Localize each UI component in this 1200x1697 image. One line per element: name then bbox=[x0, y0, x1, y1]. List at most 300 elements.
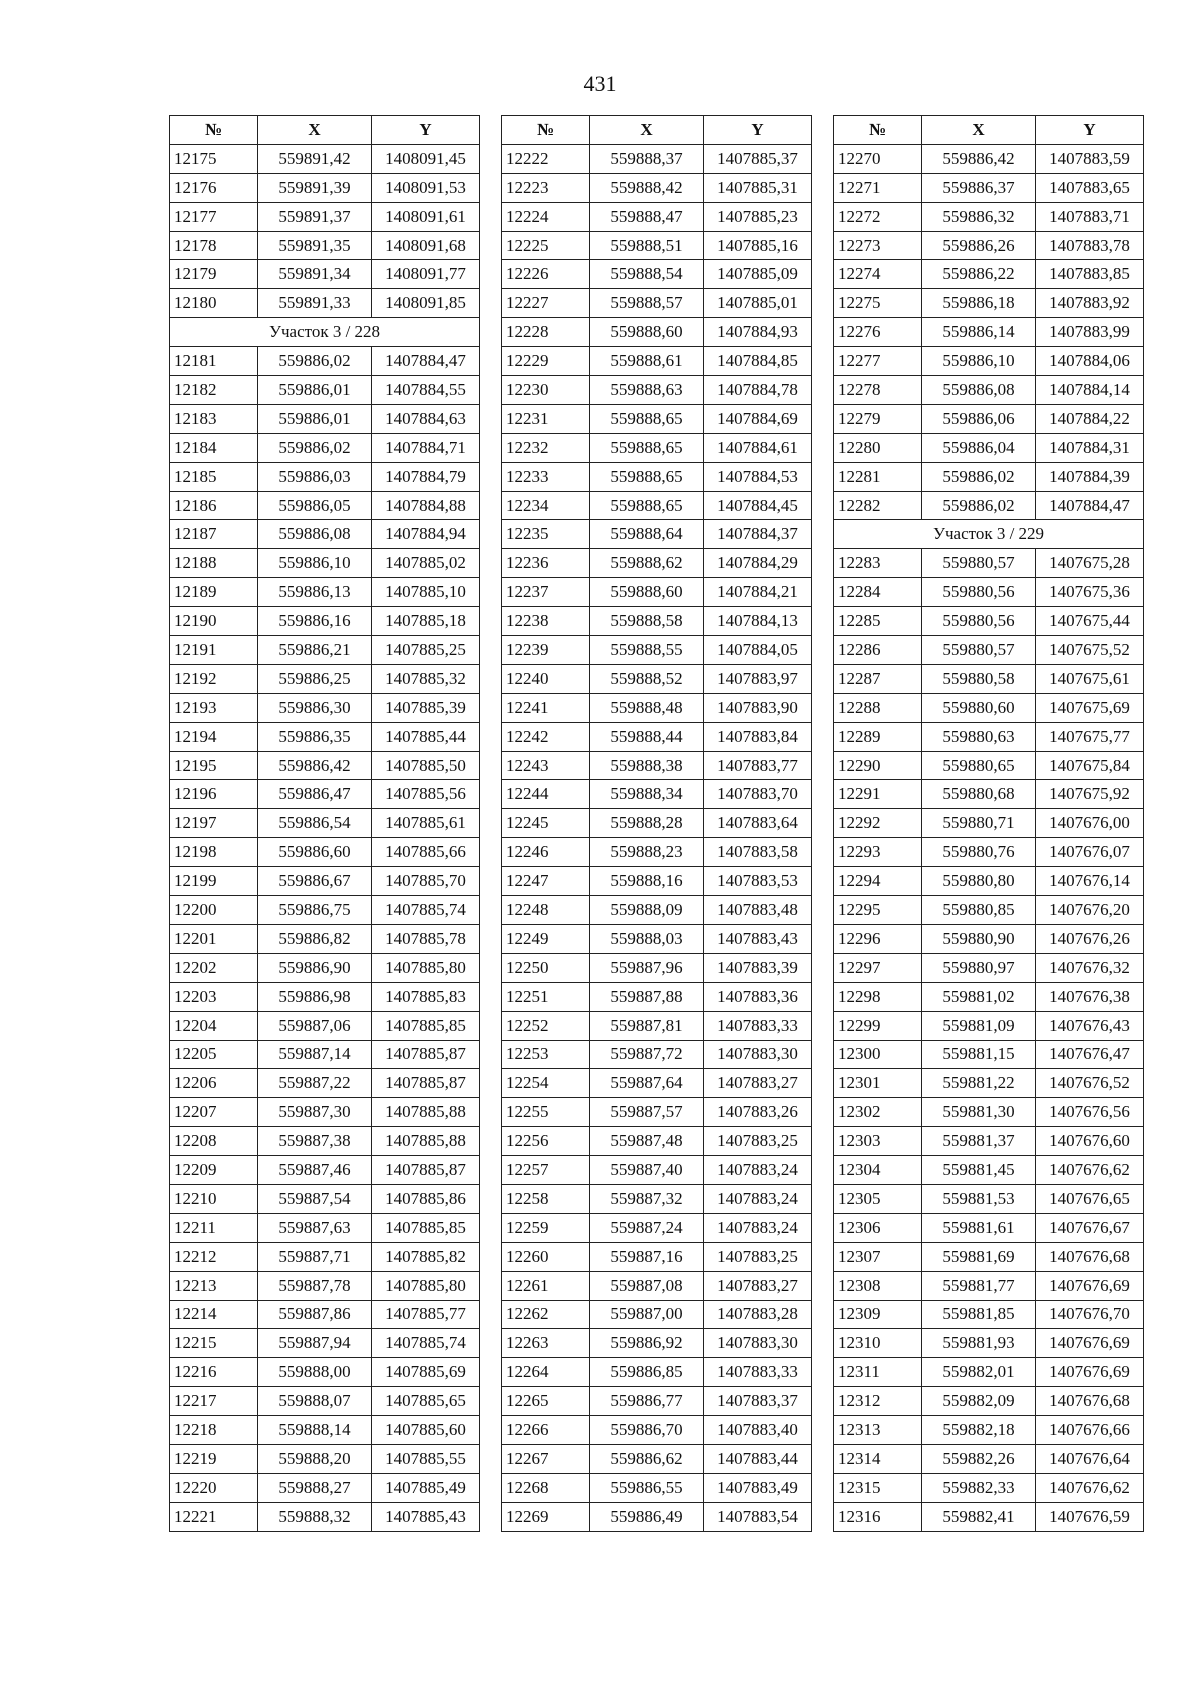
point-number: 12198 bbox=[170, 838, 258, 867]
table-header-row bbox=[834, 116, 1144, 145]
point-number: 12191 bbox=[170, 636, 258, 665]
y-coordinate: 1408091,45 bbox=[372, 144, 480, 173]
point-number: 12246 bbox=[502, 838, 590, 867]
point-number: 12245 bbox=[502, 809, 590, 838]
x-coordinate: 559888,27 bbox=[258, 1473, 372, 1502]
x-coordinate: 559886,67 bbox=[258, 867, 372, 896]
table-row bbox=[502, 838, 812, 867]
point-number: 12215 bbox=[170, 1329, 258, 1358]
y-coordinate: 1407885,18 bbox=[372, 607, 480, 636]
table-row bbox=[170, 1127, 480, 1156]
y-coordinate: 1407885,65 bbox=[372, 1387, 480, 1416]
y-coordinate: 1407675,77 bbox=[1036, 722, 1144, 751]
point-number: 12262 bbox=[502, 1300, 590, 1329]
y-coordinate: 1407676,69 bbox=[1036, 1358, 1144, 1387]
table-row bbox=[170, 520, 480, 549]
x-coordinate: 559888,28 bbox=[590, 809, 704, 838]
x-coordinate: 559887,71 bbox=[258, 1242, 372, 1271]
x-coordinate: 559882,26 bbox=[922, 1444, 1036, 1473]
point-number: 12258 bbox=[502, 1184, 590, 1213]
x-coordinate: 559886,70 bbox=[590, 1416, 704, 1445]
y-coordinate: 1407675,69 bbox=[1036, 693, 1144, 722]
point-number: 12267 bbox=[502, 1444, 590, 1473]
header-y: Y bbox=[372, 116, 480, 145]
table-header-row bbox=[170, 116, 480, 145]
table-row bbox=[170, 173, 480, 202]
y-coordinate: 1407885,78 bbox=[372, 924, 480, 953]
y-coordinate: 1407884,47 bbox=[372, 347, 480, 376]
x-coordinate: 559887,88 bbox=[590, 982, 704, 1011]
point-number: 12300 bbox=[834, 1040, 922, 1069]
point-number: 12176 bbox=[170, 173, 258, 202]
y-coordinate: 1407885,88 bbox=[372, 1127, 480, 1156]
point-number: 12316 bbox=[834, 1502, 922, 1531]
point-number: 12238 bbox=[502, 607, 590, 636]
x-coordinate: 559888,64 bbox=[590, 520, 704, 549]
table-row bbox=[170, 1184, 480, 1213]
y-coordinate: 1407884,22 bbox=[1036, 404, 1144, 433]
x-coordinate: 559886,54 bbox=[258, 809, 372, 838]
table-row bbox=[170, 722, 480, 751]
point-number: 12271 bbox=[834, 173, 922, 202]
point-number: 12182 bbox=[170, 376, 258, 405]
x-coordinate: 559888,16 bbox=[590, 867, 704, 896]
point-number: 12250 bbox=[502, 953, 590, 982]
point-number: 12292 bbox=[834, 809, 922, 838]
table-row bbox=[502, 1184, 812, 1213]
x-coordinate: 559882,18 bbox=[922, 1416, 1036, 1445]
y-coordinate: 1407885,60 bbox=[372, 1416, 480, 1445]
table-row bbox=[170, 376, 480, 405]
point-number: 12307 bbox=[834, 1242, 922, 1271]
y-coordinate: 1407885,82 bbox=[372, 1242, 480, 1271]
x-coordinate: 559887,48 bbox=[590, 1127, 704, 1156]
table-row bbox=[170, 144, 480, 173]
y-coordinate: 1407883,78 bbox=[1036, 231, 1144, 260]
table-row bbox=[502, 202, 812, 231]
y-coordinate: 1407885,77 bbox=[372, 1300, 480, 1329]
table-row bbox=[170, 1444, 480, 1473]
y-coordinate: 1407676,62 bbox=[1036, 1156, 1144, 1185]
table-row bbox=[502, 896, 812, 925]
y-coordinate: 1408091,77 bbox=[372, 260, 480, 289]
y-coordinate: 1407676,60 bbox=[1036, 1127, 1144, 1156]
point-number: 12284 bbox=[834, 578, 922, 607]
y-coordinate: 1407883,92 bbox=[1036, 289, 1144, 318]
point-number: 12190 bbox=[170, 607, 258, 636]
table-row bbox=[170, 1069, 480, 1098]
x-coordinate: 559880,56 bbox=[922, 607, 1036, 636]
y-coordinate: 1407884,94 bbox=[372, 520, 480, 549]
y-coordinate: 1407883,77 bbox=[704, 751, 812, 780]
table-row bbox=[170, 1329, 480, 1358]
y-coordinate: 1407676,64 bbox=[1036, 1444, 1144, 1473]
point-number: 12259 bbox=[502, 1213, 590, 1242]
point-number: 12213 bbox=[170, 1271, 258, 1300]
table-row bbox=[834, 318, 1144, 347]
table-row bbox=[502, 173, 812, 202]
y-coordinate: 1407883,85 bbox=[1036, 260, 1144, 289]
point-number: 12264 bbox=[502, 1358, 590, 1387]
y-coordinate: 1407675,92 bbox=[1036, 780, 1144, 809]
y-coordinate: 1407883,54 bbox=[704, 1502, 812, 1531]
point-number: 12214 bbox=[170, 1300, 258, 1329]
point-number: 12183 bbox=[170, 404, 258, 433]
table-row bbox=[170, 1011, 480, 1040]
point-number: 12305 bbox=[834, 1184, 922, 1213]
x-coordinate: 559888,38 bbox=[590, 751, 704, 780]
point-number: 12306 bbox=[834, 1213, 922, 1242]
y-coordinate: 1407676,07 bbox=[1036, 838, 1144, 867]
x-coordinate: 559886,77 bbox=[590, 1387, 704, 1416]
y-coordinate: 1407885,87 bbox=[372, 1040, 480, 1069]
x-coordinate: 559891,33 bbox=[258, 289, 372, 318]
point-number: 12299 bbox=[834, 1011, 922, 1040]
table-row bbox=[502, 1502, 812, 1531]
point-number: 12187 bbox=[170, 520, 258, 549]
table-row bbox=[834, 924, 1144, 953]
x-coordinate: 559886,05 bbox=[258, 491, 372, 520]
y-coordinate: 1407884,79 bbox=[372, 462, 480, 491]
y-coordinate: 1407885,88 bbox=[372, 1098, 480, 1127]
point-number: 12272 bbox=[834, 202, 922, 231]
x-coordinate: 559886,60 bbox=[258, 838, 372, 867]
table-row bbox=[834, 1502, 1144, 1531]
x-coordinate: 559886,06 bbox=[922, 404, 1036, 433]
y-coordinate: 1407883,26 bbox=[704, 1098, 812, 1127]
y-coordinate: 1407885,09 bbox=[704, 260, 812, 289]
point-number: 12295 bbox=[834, 896, 922, 925]
y-coordinate: 1407675,36 bbox=[1036, 578, 1144, 607]
point-number: 12309 bbox=[834, 1300, 922, 1329]
y-coordinate: 1407884,61 bbox=[704, 433, 812, 462]
y-coordinate: 1407883,43 bbox=[704, 924, 812, 953]
x-coordinate: 559886,10 bbox=[258, 549, 372, 578]
x-coordinate: 559888,65 bbox=[590, 462, 704, 491]
point-number: 12311 bbox=[834, 1358, 922, 1387]
point-number: 12239 bbox=[502, 636, 590, 665]
x-coordinate: 559886,30 bbox=[258, 693, 372, 722]
y-coordinate: 1408091,53 bbox=[372, 173, 480, 202]
point-number: 12216 bbox=[170, 1358, 258, 1387]
point-number: 12274 bbox=[834, 260, 922, 289]
x-coordinate: 559880,57 bbox=[922, 636, 1036, 665]
point-number: 12195 bbox=[170, 751, 258, 780]
y-coordinate: 1407883,48 bbox=[704, 896, 812, 925]
table-row bbox=[502, 578, 812, 607]
y-coordinate: 1407676,32 bbox=[1036, 953, 1144, 982]
x-coordinate: 559888,60 bbox=[590, 318, 704, 347]
y-coordinate: 1407676,68 bbox=[1036, 1242, 1144, 1271]
table-row bbox=[834, 982, 1144, 1011]
table-row bbox=[502, 1300, 812, 1329]
x-coordinate: 559880,97 bbox=[922, 953, 1036, 982]
x-coordinate: 559888,09 bbox=[590, 896, 704, 925]
table-row bbox=[170, 404, 480, 433]
x-coordinate: 559887,81 bbox=[590, 1011, 704, 1040]
table-row bbox=[170, 1300, 480, 1329]
y-coordinate: 1407885,50 bbox=[372, 751, 480, 780]
x-coordinate: 559887,32 bbox=[590, 1184, 704, 1213]
x-coordinate: 559882,33 bbox=[922, 1473, 1036, 1502]
y-coordinate: 1407676,00 bbox=[1036, 809, 1144, 838]
table-row bbox=[834, 260, 1144, 289]
x-coordinate: 559887,46 bbox=[258, 1156, 372, 1185]
x-coordinate: 559881,85 bbox=[922, 1300, 1036, 1329]
x-coordinate: 559886,21 bbox=[258, 636, 372, 665]
x-coordinate: 559888,37 bbox=[590, 144, 704, 173]
table-row bbox=[502, 722, 812, 751]
point-number: 12281 bbox=[834, 462, 922, 491]
x-coordinate: 559880,80 bbox=[922, 867, 1036, 896]
x-coordinate: 559881,53 bbox=[922, 1184, 1036, 1213]
y-coordinate: 1407885,44 bbox=[372, 722, 480, 751]
x-coordinate: 559886,01 bbox=[258, 376, 372, 405]
y-coordinate: 1407885,25 bbox=[372, 636, 480, 665]
x-coordinate: 559886,32 bbox=[922, 202, 1036, 231]
point-number: 12194 bbox=[170, 722, 258, 751]
y-coordinate: 1407884,31 bbox=[1036, 433, 1144, 462]
x-coordinate: 559881,02 bbox=[922, 982, 1036, 1011]
y-coordinate: 1407676,38 bbox=[1036, 982, 1144, 1011]
y-coordinate: 1407884,05 bbox=[704, 636, 812, 665]
point-number: 12252 bbox=[502, 1011, 590, 1040]
table-row bbox=[502, 376, 812, 405]
table-row bbox=[834, 1184, 1144, 1213]
y-coordinate: 1407885,85 bbox=[372, 1213, 480, 1242]
y-coordinate: 1407883,37 bbox=[704, 1387, 812, 1416]
point-number: 12207 bbox=[170, 1098, 258, 1127]
y-coordinate: 1407884,85 bbox=[704, 347, 812, 376]
x-coordinate: 559880,60 bbox=[922, 693, 1036, 722]
x-coordinate: 559881,61 bbox=[922, 1213, 1036, 1242]
point-number: 12225 bbox=[502, 231, 590, 260]
point-number: 12288 bbox=[834, 693, 922, 722]
table-row bbox=[834, 1011, 1144, 1040]
y-coordinate: 1407883,65 bbox=[1036, 173, 1144, 202]
point-number: 12223 bbox=[502, 173, 590, 202]
table-row bbox=[834, 347, 1144, 376]
table-row bbox=[502, 953, 812, 982]
y-coordinate: 1407884,47 bbox=[1036, 491, 1144, 520]
table-row bbox=[502, 809, 812, 838]
x-coordinate: 559887,96 bbox=[590, 953, 704, 982]
y-coordinate: 1407676,43 bbox=[1036, 1011, 1144, 1040]
table-row bbox=[834, 1040, 1144, 1069]
point-number: 12308 bbox=[834, 1271, 922, 1300]
y-coordinate: 1407883,36 bbox=[704, 982, 812, 1011]
table-row bbox=[834, 780, 1144, 809]
y-coordinate: 1408091,68 bbox=[372, 231, 480, 260]
point-number: 12202 bbox=[170, 953, 258, 982]
x-coordinate: 559887,86 bbox=[258, 1300, 372, 1329]
table-row bbox=[834, 144, 1144, 173]
table-row bbox=[502, 144, 812, 173]
table-row bbox=[502, 404, 812, 433]
point-number: 12179 bbox=[170, 260, 258, 289]
table-row bbox=[170, 202, 480, 231]
section-row bbox=[170, 318, 480, 347]
y-coordinate: 1407884,45 bbox=[704, 491, 812, 520]
point-number: 12302 bbox=[834, 1098, 922, 1127]
y-coordinate: 1407676,56 bbox=[1036, 1098, 1144, 1127]
point-number: 12180 bbox=[170, 289, 258, 318]
y-coordinate: 1407676,70 bbox=[1036, 1300, 1144, 1329]
x-coordinate: 559886,02 bbox=[258, 433, 372, 462]
table-row bbox=[170, 751, 480, 780]
y-coordinate: 1407675,61 bbox=[1036, 664, 1144, 693]
table-row bbox=[502, 520, 812, 549]
x-coordinate: 559880,57 bbox=[922, 549, 1036, 578]
point-number: 12263 bbox=[502, 1329, 590, 1358]
table-row bbox=[170, 433, 480, 462]
table-row bbox=[502, 491, 812, 520]
x-coordinate: 559880,76 bbox=[922, 838, 1036, 867]
y-coordinate: 1407885,69 bbox=[372, 1358, 480, 1387]
table-row bbox=[170, 664, 480, 693]
y-coordinate: 1407885,37 bbox=[704, 144, 812, 173]
x-coordinate: 559880,71 bbox=[922, 809, 1036, 838]
point-number: 12244 bbox=[502, 780, 590, 809]
point-number: 12277 bbox=[834, 347, 922, 376]
y-coordinate: 1407885,87 bbox=[372, 1156, 480, 1185]
x-coordinate: 559886,42 bbox=[258, 751, 372, 780]
y-coordinate: 1407883,28 bbox=[704, 1300, 812, 1329]
table-row bbox=[834, 491, 1144, 520]
x-coordinate: 559888,07 bbox=[258, 1387, 372, 1416]
point-number: 12241 bbox=[502, 693, 590, 722]
table-row bbox=[834, 1213, 1144, 1242]
table-row bbox=[502, 1416, 812, 1445]
y-coordinate: 1407883,24 bbox=[704, 1213, 812, 1242]
table-row bbox=[170, 1040, 480, 1069]
x-coordinate: 559881,09 bbox=[922, 1011, 1036, 1040]
table-row bbox=[502, 260, 812, 289]
table-row bbox=[502, 289, 812, 318]
point-number: 12313 bbox=[834, 1416, 922, 1445]
x-coordinate: 559886,75 bbox=[258, 896, 372, 925]
y-coordinate: 1407883,44 bbox=[704, 1444, 812, 1473]
point-number: 12188 bbox=[170, 549, 258, 578]
table-header-row bbox=[502, 116, 812, 145]
table-row bbox=[502, 1329, 812, 1358]
x-coordinate: 559886,82 bbox=[258, 924, 372, 953]
y-coordinate: 1407676,26 bbox=[1036, 924, 1144, 953]
y-coordinate: 1407884,21 bbox=[704, 578, 812, 607]
page-number: 431 bbox=[583, 71, 617, 96]
x-coordinate: 559880,90 bbox=[922, 924, 1036, 953]
x-coordinate: 559888,23 bbox=[590, 838, 704, 867]
table-row bbox=[502, 607, 812, 636]
point-number: 12293 bbox=[834, 838, 922, 867]
x-coordinate: 559891,34 bbox=[258, 260, 372, 289]
point-number: 12286 bbox=[834, 636, 922, 665]
point-number: 12234 bbox=[502, 491, 590, 520]
coordinate-table-2 bbox=[501, 115, 812, 1532]
point-number: 12230 bbox=[502, 376, 590, 405]
y-coordinate: 1407883,59 bbox=[1036, 144, 1144, 173]
x-coordinate: 559888,14 bbox=[258, 1416, 372, 1445]
y-coordinate: 1407676,14 bbox=[1036, 867, 1144, 896]
table-row bbox=[170, 1213, 480, 1242]
x-coordinate: 559886,47 bbox=[258, 780, 372, 809]
x-coordinate: 559888,57 bbox=[590, 289, 704, 318]
table-row bbox=[834, 1069, 1144, 1098]
x-coordinate: 559881,37 bbox=[922, 1127, 1036, 1156]
x-coordinate: 559880,63 bbox=[922, 722, 1036, 751]
table-row bbox=[502, 751, 812, 780]
y-coordinate: 1407676,68 bbox=[1036, 1387, 1144, 1416]
table-row bbox=[170, 1358, 480, 1387]
header-x: X bbox=[922, 116, 1036, 145]
section-title: Участок 3 / 228 bbox=[170, 318, 480, 347]
y-coordinate: 1407884,55 bbox=[372, 376, 480, 405]
x-coordinate: 559888,44 bbox=[590, 722, 704, 751]
table-row bbox=[170, 347, 480, 376]
x-coordinate: 559888,60 bbox=[590, 578, 704, 607]
x-coordinate: 559886,04 bbox=[922, 433, 1036, 462]
section-row bbox=[834, 520, 1144, 549]
x-coordinate: 559886,02 bbox=[922, 462, 1036, 491]
y-coordinate: 1407884,14 bbox=[1036, 376, 1144, 405]
y-coordinate: 1407883,33 bbox=[704, 1011, 812, 1040]
x-coordinate: 559888,63 bbox=[590, 376, 704, 405]
x-coordinate: 559891,42 bbox=[258, 144, 372, 173]
y-coordinate: 1407885,49 bbox=[372, 1473, 480, 1502]
table-row bbox=[834, 1156, 1144, 1185]
y-coordinate: 1407885,56 bbox=[372, 780, 480, 809]
y-coordinate: 1407883,53 bbox=[704, 867, 812, 896]
y-coordinate: 1407884,13 bbox=[704, 607, 812, 636]
x-coordinate: 559888,34 bbox=[590, 780, 704, 809]
table-row bbox=[170, 867, 480, 896]
y-coordinate: 1407885,16 bbox=[704, 231, 812, 260]
point-number: 12217 bbox=[170, 1387, 258, 1416]
x-coordinate: 559886,35 bbox=[258, 722, 372, 751]
x-coordinate: 559880,65 bbox=[922, 751, 1036, 780]
y-coordinate: 1407883,25 bbox=[704, 1242, 812, 1271]
y-coordinate: 1407884,37 bbox=[704, 520, 812, 549]
y-coordinate: 1407883,70 bbox=[704, 780, 812, 809]
table-row bbox=[170, 1473, 480, 1502]
table-row bbox=[834, 202, 1144, 231]
table-row bbox=[170, 1271, 480, 1300]
table-row bbox=[170, 462, 480, 491]
y-coordinate: 1407885,02 bbox=[372, 549, 480, 578]
x-coordinate: 559881,93 bbox=[922, 1329, 1036, 1358]
y-coordinate: 1407885,85 bbox=[372, 1011, 480, 1040]
coordinate-table-3 bbox=[833, 115, 1144, 1532]
y-coordinate: 1407884,93 bbox=[704, 318, 812, 347]
point-number: 12193 bbox=[170, 693, 258, 722]
table-row bbox=[834, 1300, 1144, 1329]
table-row bbox=[502, 664, 812, 693]
x-coordinate: 559881,77 bbox=[922, 1271, 1036, 1300]
x-coordinate: 559881,15 bbox=[922, 1040, 1036, 1069]
y-coordinate: 1407883,64 bbox=[704, 809, 812, 838]
x-coordinate: 559886,18 bbox=[922, 289, 1036, 318]
table-row bbox=[502, 347, 812, 376]
x-coordinate: 559880,58 bbox=[922, 664, 1036, 693]
y-coordinate: 1407884,88 bbox=[372, 491, 480, 520]
table-row bbox=[170, 1242, 480, 1271]
point-number: 12310 bbox=[834, 1329, 922, 1358]
y-coordinate: 1407885,61 bbox=[372, 809, 480, 838]
point-number: 12200 bbox=[170, 896, 258, 925]
table-row bbox=[170, 289, 480, 318]
point-number: 12265 bbox=[502, 1387, 590, 1416]
point-number: 12247 bbox=[502, 867, 590, 896]
